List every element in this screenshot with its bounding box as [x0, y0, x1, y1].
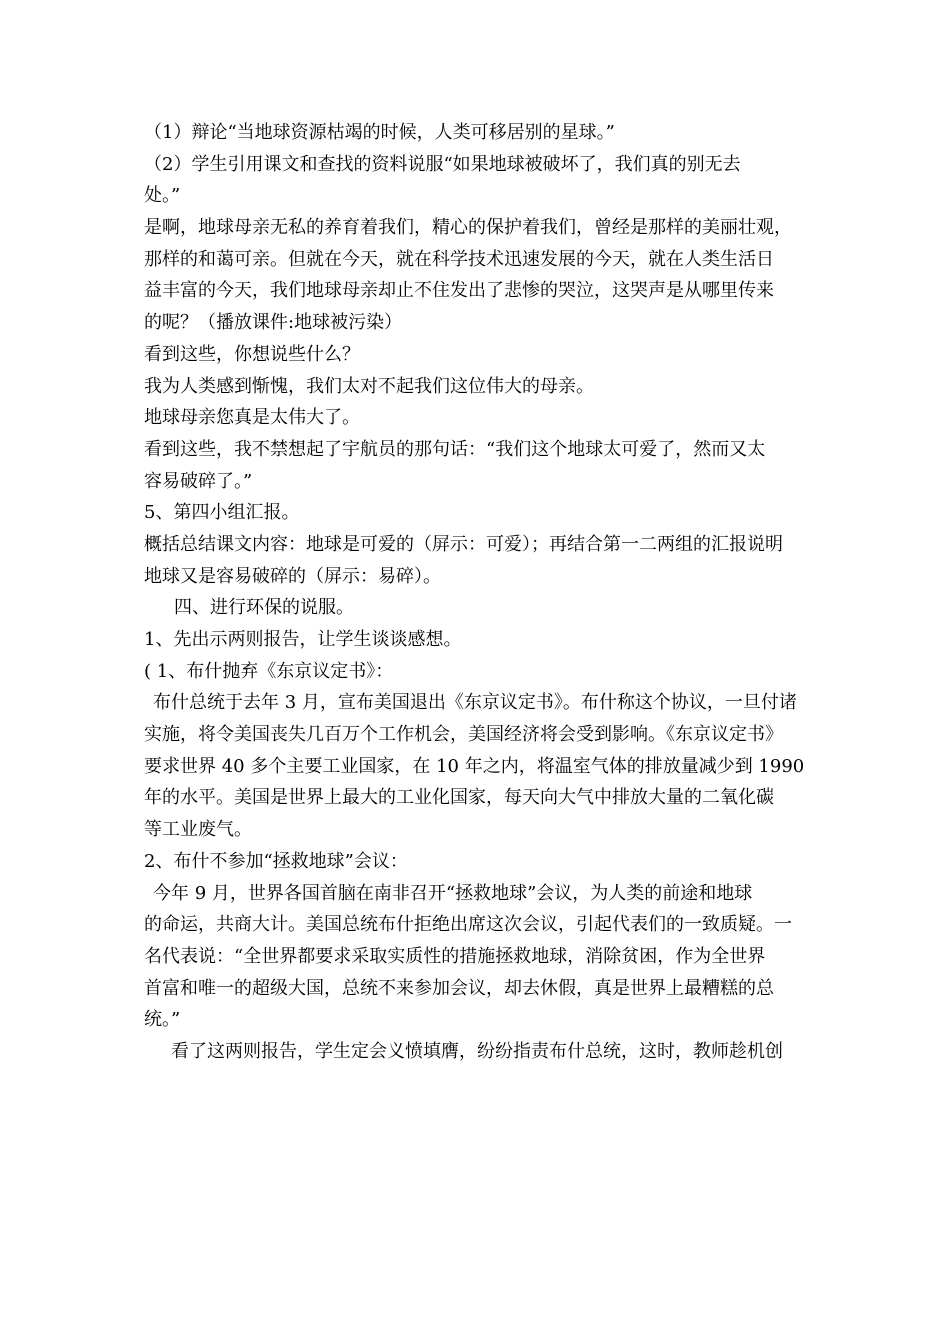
text-line: 今年 9 月，世界各国首脑在南非召开“拯救地球”会议，为人类的前途和地球: [153, 882, 753, 904]
text-line: 是啊，地球母亲无私的养育着我们，精心的保护着我们，曾经是那样的美丽壮观，: [144, 217, 792, 239]
text-line: （1）辩论“当地球资源枯竭的时候，人类可移居别的星球。”: [144, 122, 615, 143]
text-line: 地球又是容易破碎的（屏示：易碎）。: [144, 565, 441, 587]
text-line: 那样的和蔼可亲。但就在今天，就在科学技术迅速发展的今天，就在人类生活日: [144, 248, 774, 270]
text-line: 统。”: [144, 1009, 181, 1031]
report-heading: 2、布什不参加“拯救地球”会议：: [144, 850, 408, 872]
text-line: 实施，将令美国丧失几百万个工作机会，美国经济将会受到影响。《东京议定书》: [144, 724, 783, 746]
text-line: 的命运，共商大计。美国总统布什拒绝出席这次会议，引起代表们的一致质疑。一: [144, 914, 792, 936]
section-heading: 1、先出示两则报告，让学生谈谈感想。: [144, 629, 462, 650]
text-line: 看到这些，我不禁想起了宇航员的那句话：“我们这个地球太可爱了，然而又太: [144, 438, 766, 460]
text-line: 我为人类感到惭愧，我们太对不起我们这位伟大的母亲。: [144, 375, 594, 397]
document-body: [144, 117, 812, 1068]
text-line: 处。”: [144, 185, 181, 207]
text-line: （2）学生引用课文和查找的资料说服“如果地球被破坏了，我们真的别无去: [144, 153, 741, 175]
text-line: 布什总统于去年 3 月，宣布美国退出《东京议定书》。布什称这个协议，一旦付诸: [153, 692, 797, 714]
text-line: 的呢？（播放课件:地球被污染）: [144, 312, 403, 334]
report-heading: ( 1、布什抛弃《东京议定书》：: [144, 660, 394, 682]
text-line: 益丰富的今天，我们地球母亲却止不住发出了悲惨的哭泣，这哭声是从哪里传来: [144, 280, 774, 302]
text-line: 容易破碎了。”: [144, 470, 253, 492]
section-heading: 5、第四小组汇报。: [144, 502, 300, 524]
text-line: 要求世界 40 多个主要工业国家，在 10 年之内，将温室气体的排放量减少到 1990: [144, 755, 805, 777]
text-line: 看了这两则报告，学生定会义愤填膺，纷纷指责布什总统，这时，教师趁机创: [171, 1040, 783, 1062]
text-line: 地球母亲您真是太伟大了。: [144, 407, 360, 429]
text-line: 名代表说：“全世界都要求采取实质性的措施拯救地球，消除贫困，作为全世界: [144, 945, 766, 967]
text-line: 年的水平。美国是世界上最大的工业化国家，每天向大气中排放大量的二氧化碳: [144, 787, 774, 809]
text-line: 概括总结课文内容：地球是可爱的（屏示：可爱）；再结合第一二两组的汇报说明: [144, 533, 783, 555]
text-line: 等工业废气。: [144, 819, 252, 841]
text-line: 首富和唯一的超级大国，总统不来参加会议，却去休假，真是世界上最糟糕的总: [144, 977, 774, 999]
section-heading: 四、进行环保的说服。: [174, 597, 354, 619]
text-line: 看到这些，你想说些什么？: [144, 343, 360, 365]
